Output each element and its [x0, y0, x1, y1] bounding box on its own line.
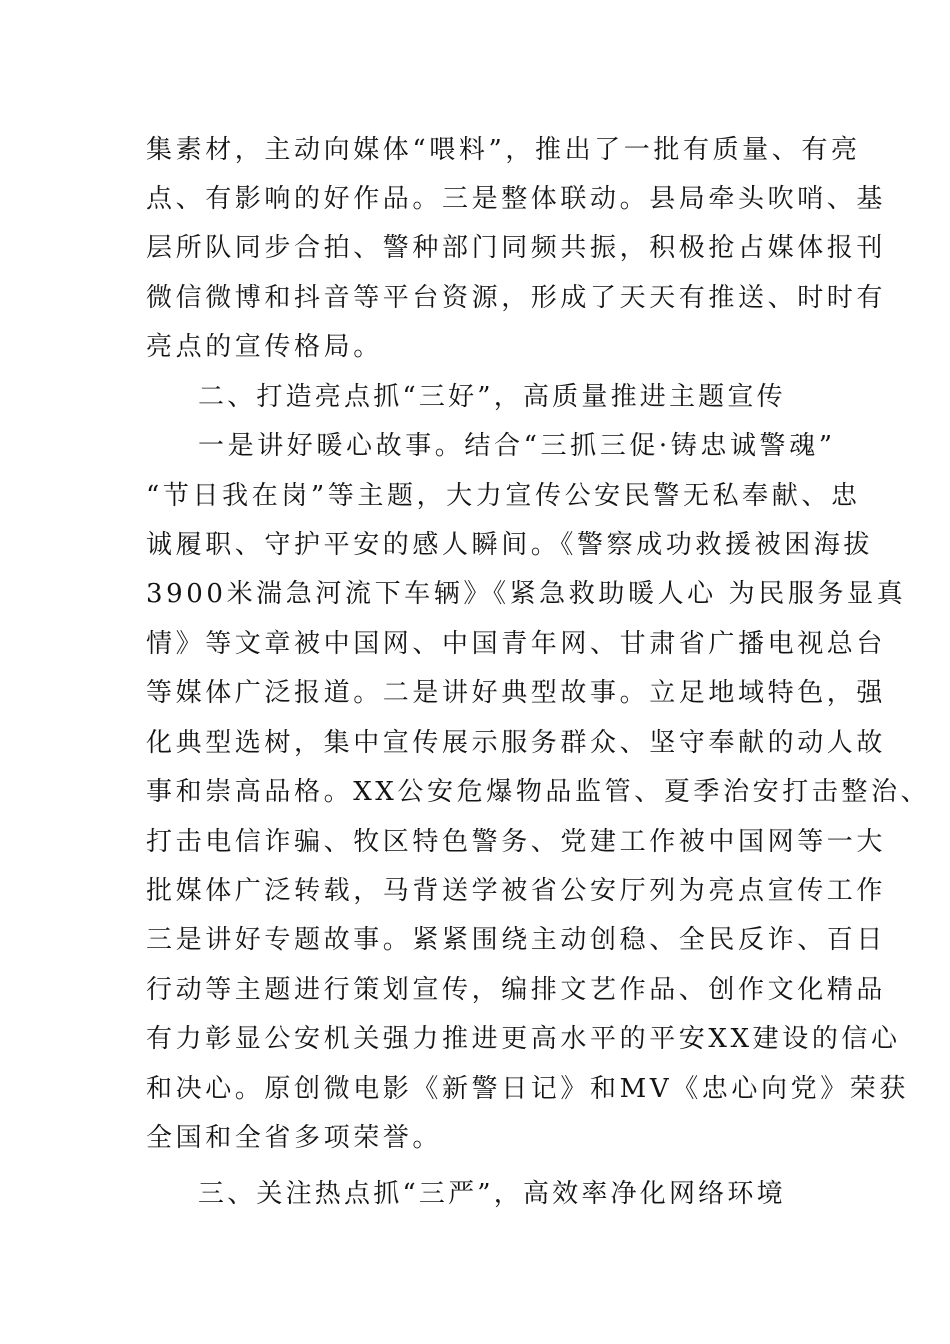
section-heading-2: 二、打造亮点抓“三好”，高质量推进主题宣传 [198, 382, 786, 412]
text-line: 3900米湍急河流下车辆》《紧急救助暖人心 为民服务显真 [146, 579, 907, 609]
text-line: 微信微博和抖音等平台资源，形成了天天有推送、时时有 [146, 283, 887, 313]
text-line: 行动等主题进行策划宣传，编排文艺作品、创作文化精品 [146, 975, 887, 1005]
text-line: 亮点的宣传格局。 [146, 332, 383, 362]
text-line: 层所队同步合拍、警种部门同频共振，积极抢占媒体报刊 [146, 233, 887, 263]
text-line: “节日我在岗”等主题，大力宣传公安民警无私奉献、忠 [146, 481, 861, 511]
text-line: 全国和全省多项荣誉。 [146, 1123, 443, 1153]
text-line: 有力彰显公安机关强力推进更高水平的平安XX建设的信心 [146, 1024, 901, 1054]
text-line: 打击电信诈骗、牧区特色警务、党建工作被中国网等一大 [146, 827, 887, 857]
text-line: 集素材，主动向媒体“喂料”，推出了一批有质量、有亮 [146, 135, 861, 165]
text-line: 和决心。原创微电影《新警日记》和MV《忠心向党》荣获 [146, 1074, 909, 1104]
text-line: 诚履职、守护平安的感人瞬间。《警察成功救援被困海拔 [146, 530, 874, 560]
text-line: 化典型选树，集中宣传展示服务群众、坚守奉献的动人故 [146, 728, 887, 758]
text-line: 批媒体广泛转载，马背送学被省公安厅列为亮点宣传工作 [146, 876, 887, 906]
text-line: 等媒体广泛报道。二是讲好典型故事。立足地域特色，强 [146, 678, 887, 708]
text-line: 一是讲好暖心故事。结合“三抓三促·铸忠诚警魂” [198, 431, 836, 461]
text-line: 点、有影响的好作品。三是整体联动。县局牵头吹哨、基 [146, 184, 887, 214]
text-line: 情》等文章被中国网、中国青年网、甘肃省广播电视总台 [146, 629, 887, 659]
text-line: 事和崇高品格。XX公安危爆物品监管、夏季治安打击整治、 [146, 777, 931, 807]
section-heading-3: 三、关注热点抓“三严”，高效率净化网络环境 [198, 1179, 786, 1209]
text-line: 三是讲好专题故事。紧紧围绕主动创稳、全民反诈、百日 [146, 925, 887, 955]
